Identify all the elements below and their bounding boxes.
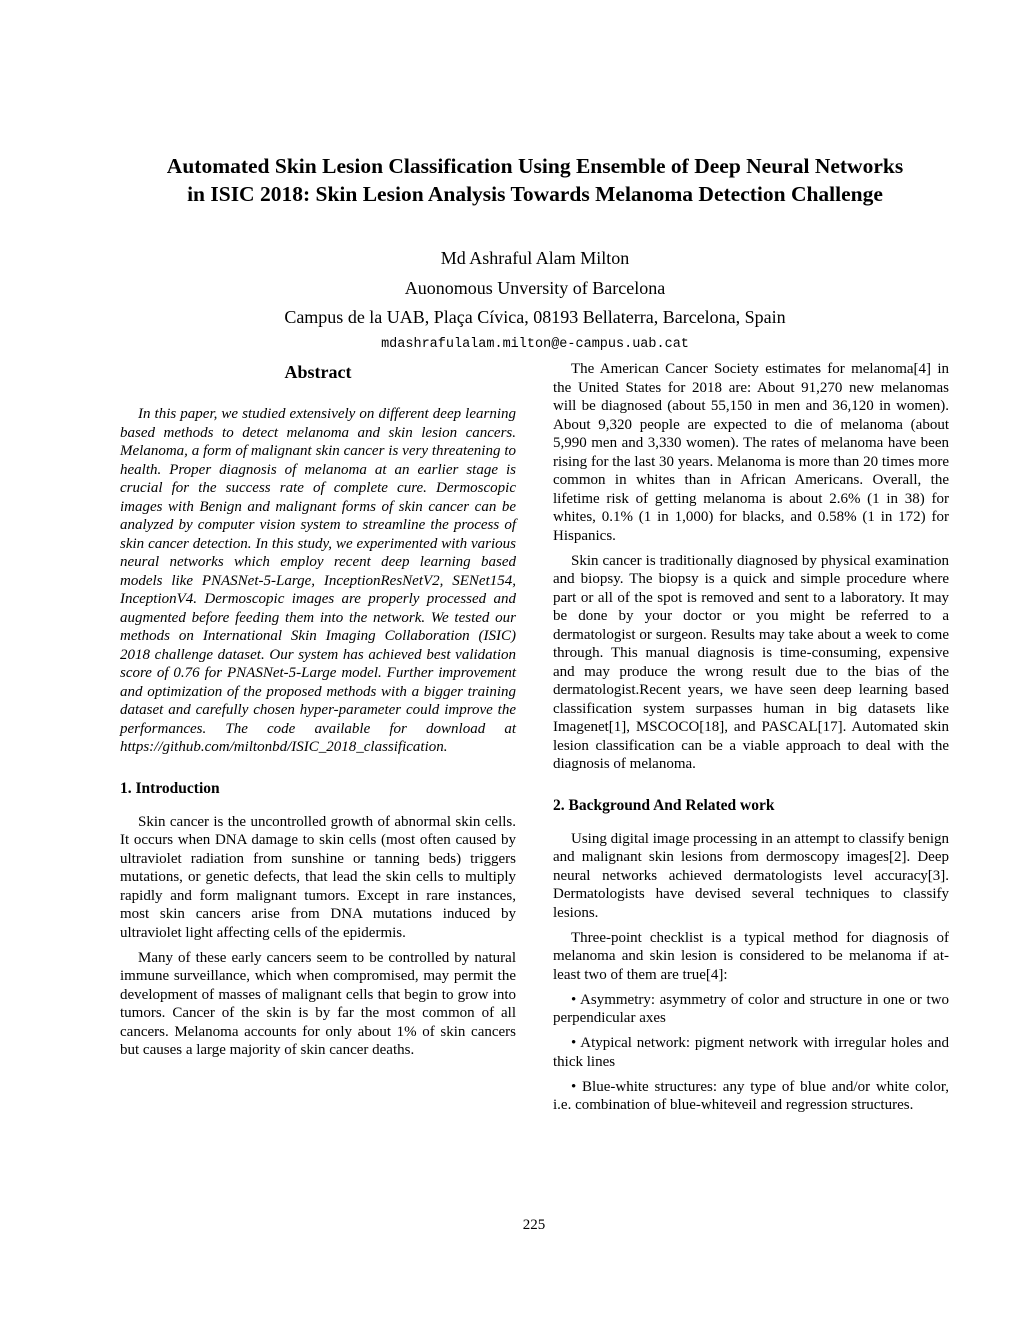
right-column: [553, 360, 949, 1115]
background-paragraph: Three-point checklist is a typical method for diagnosis of melanoma and skin lesion is considered to be melanoma if at-least two of them are true[4]:: [553, 929, 949, 983]
abstract-text: In this paper, we studied extensively on different deep learning based methods to detect melanoma and skin lesion cancers. Melanoma, a form of malignant skin cancer is very threatening to health. Proper diagnosis of melanoma at an earlier stage is crucial for the success rate of complete cure. Dermoscopic images with Benign and malignant forms of skin cancer can be analyzed by computer vision system to streamline the process of skin cancer detection. In this study, we experimented with various neural networks which employ recent deep learning based models like PNASNet-5-Large, InceptionResNetV2, SENet154, InceptionV4. Dermoscopic images are properly processed and augmented before feeding them into the network. We tested our methods on International Skin Imaging Collaboration (ISIC) 2018 challenge dataset. Our system has achieved best validation score of 0.76 for PNASNet-5-Large model. Further improvement and optimization of the proposed methods with a bigger training dataset and carefully chosen hyper-parameter could improve the performances. The code available for download at https://github.com/miltonbd/ISIC_2018_classification.: [120, 406, 516, 755]
background-paragraph: Using digital image processing in an attempt to classify benign and malignant skin lesions from dermoscopy images[2]. Deep neural networks achieved dermatologists level accuracy[3]. Dermatologists have devised several techniques to classify lesions.: [553, 830, 949, 921]
body-paragraph: The American Cancer Society estimates for melanoma[4] in the United States for 2018 are: About 91,270 new melanomas will be diagnosed (about 55,150 in men and 36,120 in women). About 9,320 people are expected to die of melanoma (about 5,990 men and 3,330 women). The rates of melanoma have been rising for the last 30 years. Melanoma is more than 20 times more common in whites than in African Americans. Overall, the lifetime risk of getting melanoma is about 2.6% (1 in 38) for whites, 0.1% (1 in 1,000) for blacks, and 0.58% (1 in 172) for Hispanics.: [553, 361, 949, 544]
author-affiliation: Auonomous Unversity of Barcelona: [404, 277, 666, 298]
page-number: 225: [522, 1217, 546, 1233]
body-paragraph: Skin cancer is traditionally diagnosed by physical examination and biopsy. The biopsy is a quick and simple procedure where part or all of the spot is removed and sent to a laboratory. It may be done by your doctor or you might be referred to a dermatologist or surgeon. Results may take about a week to come through. This manual diagnosis is time-consuming, expensive and may produce the wrong result due to the bias of the dermatologist.Recent years, we have seen deep learning based classification system surpasses human in big datasets like Imagenet[1], MSCOCO[18], and PASCAL[17]. Automated skin lesion classification can be a viable approach to deal with the diagnosis of melanoma.: [553, 552, 949, 772]
abstract-heading: Abstract: [284, 362, 352, 382]
abstract-body: [120, 405, 516, 757]
introduction-section: [120, 779, 516, 1060]
background-heading: 2. Background And Related work: [553, 796, 775, 814]
author-block: [60, 244, 1010, 356]
title-line-1: Automated Skin Lesion Classification Using Ensemble of Deep Neural Networks: [166, 154, 904, 178]
checklist-item-atypical-network: • Atypical network: pigment network with irregular holes and thick lines: [553, 1035, 949, 1070]
introduction-heading: 1. Introduction: [120, 779, 220, 797]
left-column: [120, 360, 516, 1060]
checklist-item-blue-white: • Blue-white structures: any type of blue and/or white color, i.e. combination of blue-whiteveil and regression structures.: [553, 1078, 949, 1113]
title-line-2: in ISIC 2018: Skin Lesion Analysis Towards Melanoma Detection Challenge: [187, 182, 883, 206]
author-email: mdashrafulalam.milton@e-campus.uab.cat: [381, 336, 689, 352]
introduction-paragraph: Skin cancer is the uncontrolled growth of abnormal skin cells. It occurs when DNA damage to skin cells (most often caused by ultraviolet radiation from sunshine or tanning beds) triggers mutations, or genetic defects, that lead the skin cells to multiply rapidly and form malignant tumors. Except in rare instances, most skin cancers arise from DNA mutations induced by ultraviolet light affecting cells of the epidermis.: [120, 813, 516, 941]
author-address: Campus de la UAB, Plaça Cívica, 08193 Bellaterra, Barcelona, Spain: [284, 307, 786, 327]
background-section: [553, 796, 949, 1115]
paper-title: [60, 152, 1010, 208]
introduction-paragraph: Many of these early cancers seem to be controlled by natural immune surveillance, which when compromised, may permit the development of masses of malignant cells that begin to grow into tumors. Cancer of the skin is by far the most common of all cancers. Melanoma accounts for only about 1% of skin cancers but causes a large majority of skin cancer deaths.: [120, 949, 516, 1058]
author-name: Md Ashraful Alam Milton: [440, 248, 630, 268]
checklist-item-asymmetry: • Asymmetry: asymmetry of color and structure in one or two perpendicular axes: [553, 991, 949, 1026]
